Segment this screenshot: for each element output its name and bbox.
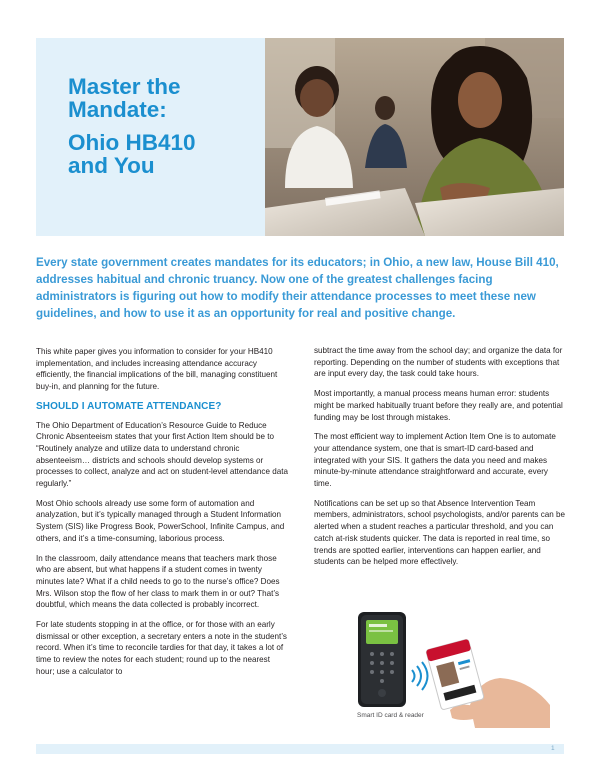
section-heading: SHOULD I AUTOMATE ATTENDANCE? [36, 400, 222, 412]
notifications-paragraph: Notifications can be set up so that Absence Intervention Team members, administrators, school psychologists, and/or parents can be alerted when a student reaches a particular threshold, and you can catch at-risk students quicker. The data is reported in real time, so trends are spotted earlier, interventions can happen earlier, and students can be helped more effectively. [314, 498, 566, 567]
lead-paragraph: Every state government creates mandates for its educators; in Ohio, a new law, House Bill 410, addresses habitual and chronic truancy. Now one of the greatest challenges facing administrators is figuring out how to modify their attendance processes to meet these new guidelines, and how to use it as an opportunity for real and positive change. [36, 256, 559, 320]
title-line-2: Mandate: [68, 97, 167, 122]
hero-banner [36, 38, 564, 236]
right-column [314, 345, 566, 576]
card-reader-graphic [350, 610, 560, 728]
left-column [36, 346, 288, 686]
title-line-3: Ohio HB410 [68, 130, 196, 155]
intro-paragraph: This white paper gives you information to consider for your HB410 implementation, and includes increasing attendance accuracy efficiently, the financial implications of the bill, managing constituent buy-in, and planning for the future. [36, 347, 278, 392]
page-title [68, 75, 268, 177]
human-error-paragraph: Most importantly, a manual process means human error: students might be marked habitually truant before they really are, and potential funding may be lost through mistakes. [314, 389, 563, 422]
footer-bar [36, 744, 564, 754]
page-number: 1 [551, 745, 555, 752]
sis-paragraph: Most Ohio schools already use some form of automation and analyzation, but it’s typically managed through a Student Information System (SIS) like Progress Book, PowerSchool, Infinite Campus, and others, and it’s a time-consuming, laborious process. [36, 498, 285, 543]
resource-guide-paragraph: The Ohio Department of Education’s Resource Guide to Reduce Chronic Absenteeism states that your first Action Item should be to “Routinely analyze and utilize data to understand chronic absenteeism… districts and schools should develop systems or processes to collect, analyze and act on student-level attendance data regularly.” [36, 420, 288, 489]
automation-paragraph: The most efficient way to implement Action Item One is to automate your attendance system, one that is smart-ID card-based and integrated with your SIS. It gathers the data you need and makes minute-by-minute attendance straightforward and accurate, every time. [314, 432, 556, 489]
classroom-paragraph: In the classroom, daily attendance means that teachers mark those who are absent, but what happens if a student comes in twenty minutes late? What if a child needs to go to the nurse’s office? Does Mrs. Wilson stop the flow of her class to mark them in or out? That’s doubtful, which means the data collected is probably incorrect. [36, 553, 280, 610]
classroom-illustration [265, 38, 564, 236]
classroom-photo [265, 38, 564, 236]
title-line-4: and You [68, 153, 155, 178]
title-line-1: Master the [68, 74, 181, 99]
smart-id-reader-illustration [350, 610, 560, 728]
image-caption: Smart ID card & reader [357, 712, 424, 719]
continuation-paragraph: subtract the time away from the school day; and organize the data for reporting. Depending on the number of students with exceptions that are input every day, the task could take hours. [314, 346, 563, 379]
late-students-paragraph: For late students stopping in at the office, or for those with an early dismissal or other exception, a secretary enters a note in the student’s record. When it’s time to reconcile tardies for that day, it takes a lot of time to review the notes for each student; round up to the nearest hour; use a calculator to [36, 620, 287, 676]
